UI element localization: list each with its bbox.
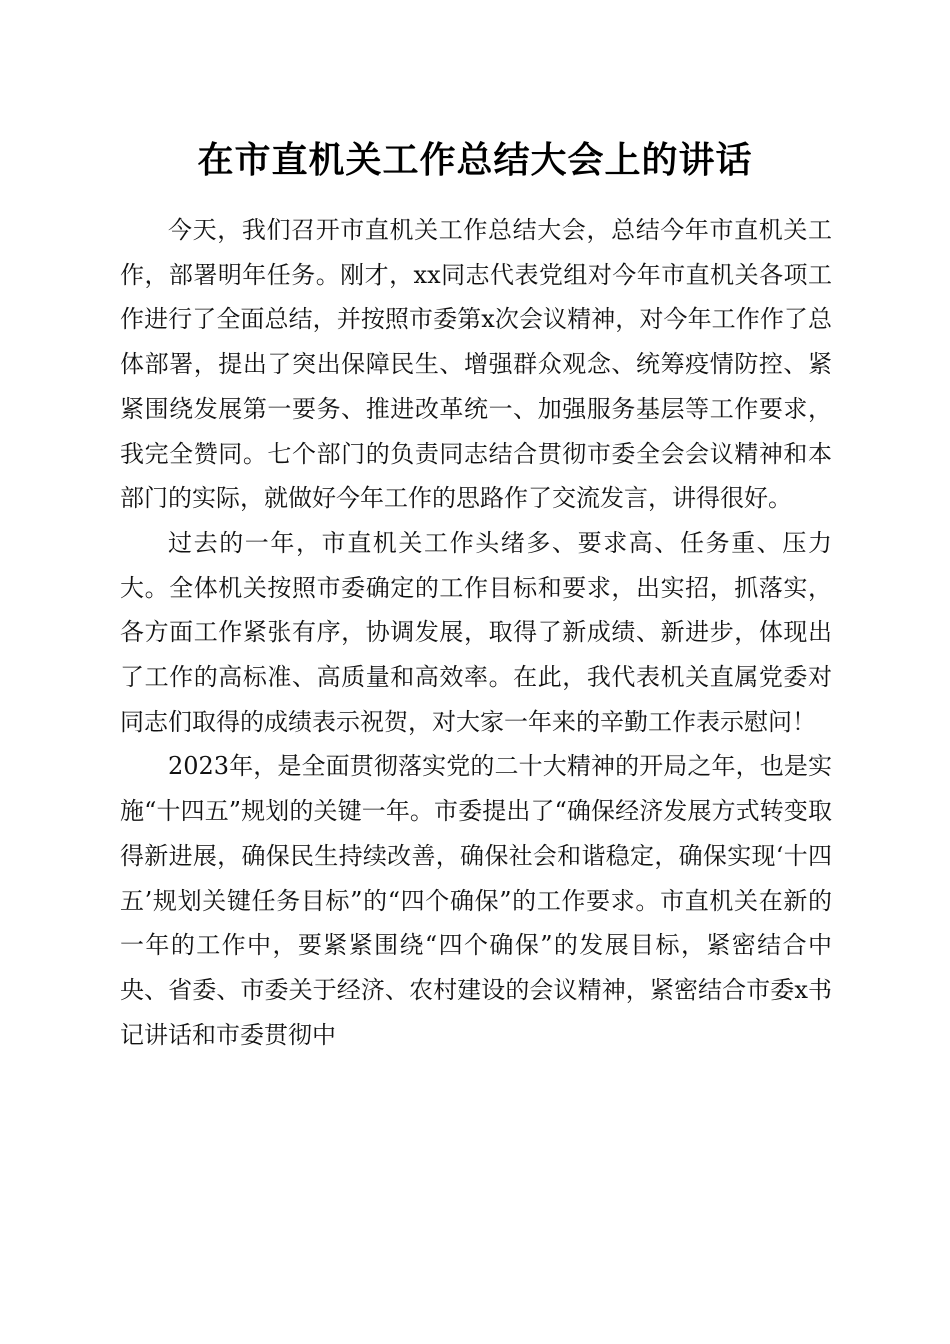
- document-body: [120, 208, 832, 1057]
- paragraph-2: 过去的一年，市直机关工作头绪多、要求高、任务重、压力大。全体机关按照市委确定的工作目标和要求，出实招，抓落实，各方面工作紧张有序，协调发展，取得了新成绩、新进步，体现出了工作的高标准、高质量和高效率。在此，我代表机关直属党委对同志们取得的成绩表示祝贺，对大家一年来的辛勤工作表示慰问！: [120, 528, 832, 736]
- paragraph-3: 2023年，是全面贯彻落实党的二十大精神的开局之年，也是实施“十四五”规划的关键一年。市委提出了“确保经济发展方式转变取得新进展，确保民生持续改善，确保社会和谐稳定，确保实现‘十四五’规划关键任务目标”的“四个确保”的工作要求。市直机关在新的一年的工作中，要紧紧围绕“四个确保”的发展目标，紧密结合中央、省委、市委关于经济、农村建设的会议精神，紧密结合市委x书记讲话和市委贯彻中: [120, 752, 832, 1049]
- document-title: 在市直机关工作总结大会上的讲话: [197, 139, 753, 181]
- paragraph-1: 今天，我们召开市直机关工作总结大会，总结今年市直机关工作，部署明年任务。刚才，xx同志代表党组对今年市直机关各项工作进行了全面总结，并按照市委第x次会议精神，对今年工作作了总体部署，提出了突出保障民生、增强群众观念、统筹疫情防控、紧紧围绕发展第一要务、推进改革统一、加强服务基层等工作要求，我完全赞同。七个部门的负责同志结合贯彻市委全会会议精神和本部门的实际，就做好今年工作的思路作了交流发言，讲得很好。: [120, 216, 832, 513]
